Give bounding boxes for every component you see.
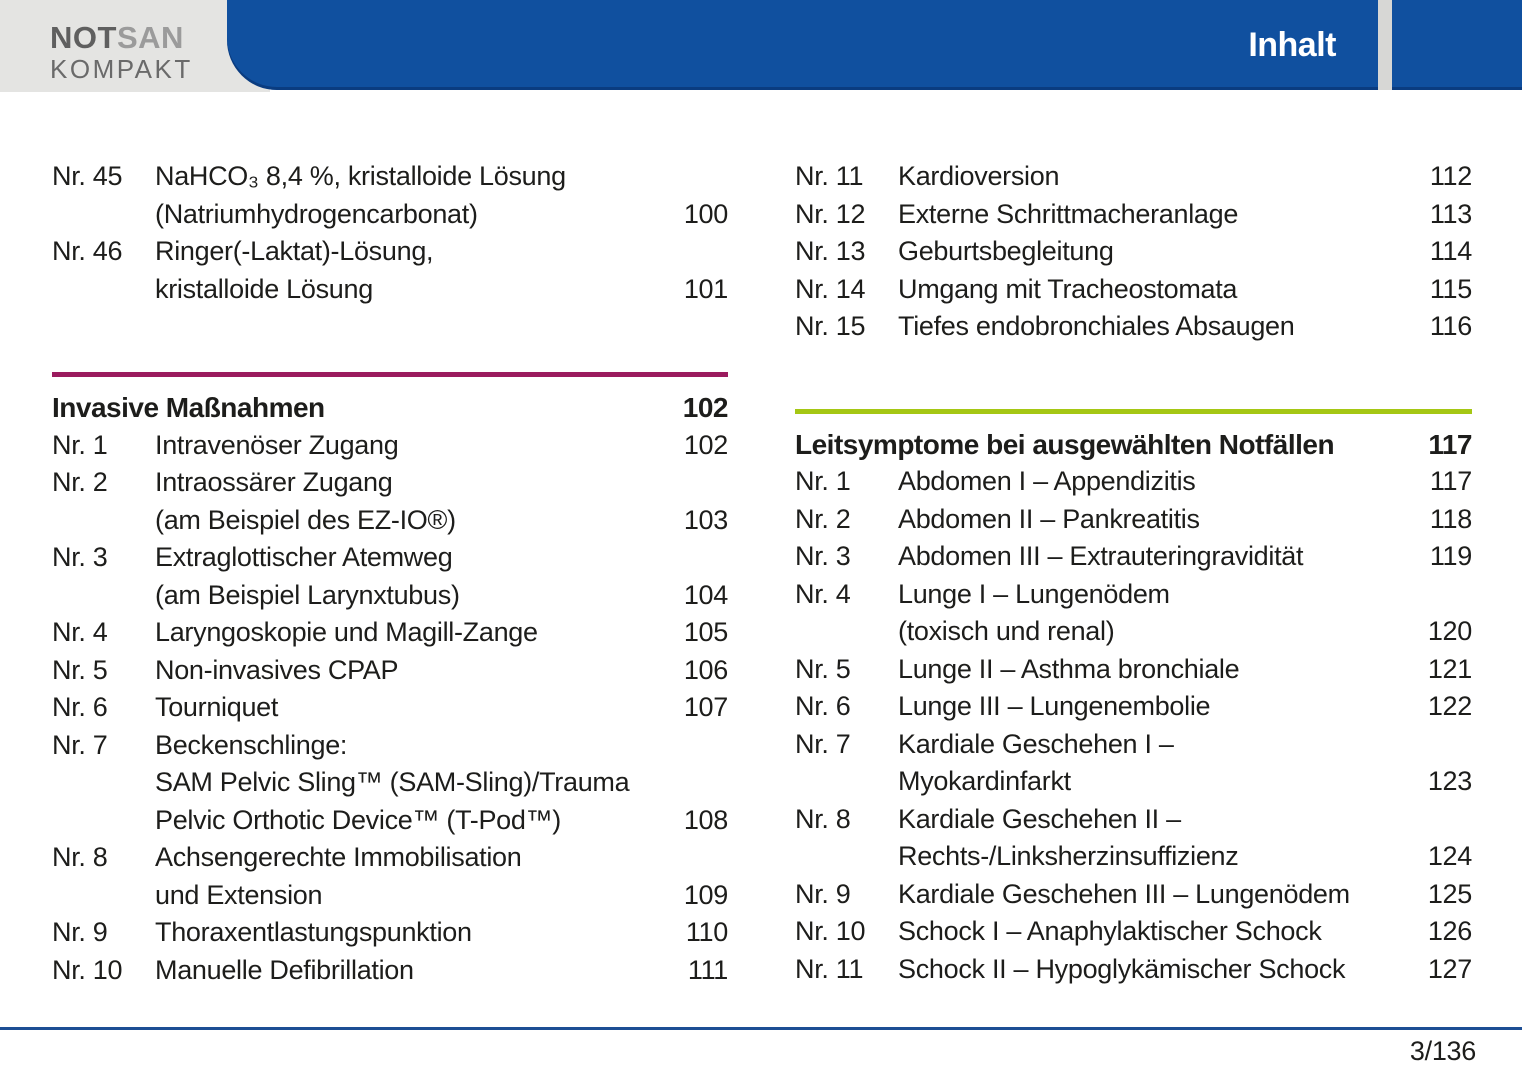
entry-page-number: 127: [1427, 953, 1472, 984]
entry-line: Achsengerechte Immobilisation: [155, 842, 522, 872]
entry-title: [898, 688, 1402, 726]
entry-line: kristalloide Lösung: [155, 273, 373, 304]
entry-page-number: 123: [1427, 766, 1472, 796]
entry-title: [898, 576, 1402, 651]
toc-entry: [795, 801, 1472, 876]
entry-line: und Extension: [155, 879, 323, 910]
entry-title: [155, 952, 658, 990]
brand-logo-line1: [50, 22, 193, 53]
entry-line: (Natriumhydrogencarbonat): [155, 198, 478, 229]
section-page-number: 117: [1428, 428, 1472, 460]
toc-entry: [52, 952, 728, 990]
entry-title: [898, 463, 1402, 501]
entry-number: Nr. 1: [795, 466, 851, 496]
entry-page-number: 107: [683, 692, 728, 722]
entry-number: Nr. 3: [52, 542, 108, 572]
entry-number: Nr. 3: [795, 541, 851, 571]
toc-entry: [795, 576, 1472, 651]
page-indicator: 3/136: [1409, 1036, 1476, 1066]
entry-page-number: 101: [683, 273, 728, 304]
section-title: Leitsymptome bei ausgewählten Notfällen: [795, 428, 1335, 460]
toc-entry: [795, 951, 1472, 989]
entry-title: [155, 233, 658, 308]
entry-line: Kardiale Geschehen I –: [898, 728, 1174, 759]
toc-entry: [795, 876, 1472, 914]
entry-line: Kardiale Geschehen II –: [898, 803, 1181, 834]
toc-entry: [795, 463, 1472, 501]
entry-line: Tourniquet: [155, 692, 279, 722]
entry-number: Nr. 7: [52, 729, 108, 760]
entry-title: [898, 538, 1402, 576]
entry-title: [898, 233, 1402, 271]
entry-page-number: 113: [1429, 198, 1472, 229]
toc-entry: [52, 914, 728, 952]
brand-logo-san: SAN: [116, 20, 184, 55]
brand-logo: [50, 22, 193, 82]
entry-line: Kardiale Geschehen III – Lungenödem: [898, 878, 1350, 909]
brand-logo-not: NOT: [50, 20, 117, 55]
entry-line: Abdomen III – Extrauteringravidität: [898, 541, 1304, 571]
entry-page-number: 115: [1429, 273, 1472, 304]
entry-title: [898, 158, 1402, 196]
entry-number: Nr. 45: [52, 161, 123, 191]
section-heading: [52, 389, 728, 427]
entry-page-number: 119: [1429, 541, 1472, 571]
entry-line: Myokardinfarkt: [898, 766, 1071, 796]
toc-entry: [795, 726, 1472, 801]
toc-entry: [52, 689, 728, 727]
toc-content: [52, 158, 1472, 989]
toc-entry: [52, 539, 728, 614]
entry-number: Nr. 1: [52, 429, 108, 460]
toc-entry: [795, 196, 1472, 234]
toc-entry: [795, 308, 1472, 346]
entry-line: Pelvic Orthotic Device™ (T-Pod™): [155, 804, 561, 835]
section-title: Invasive Maßnahmen: [52, 392, 325, 423]
entry-line: Extraglottischer Atemweg: [155, 542, 453, 572]
entry-line: Abdomen I – Appendizitis: [898, 466, 1196, 496]
entry-title: [898, 196, 1402, 234]
entry-page-number: 109: [683, 879, 728, 910]
entry-number: Nr. 12: [795, 198, 866, 229]
toc-entry: [795, 913, 1472, 951]
entry-title: [155, 158, 658, 233]
entry-line: Thoraxentlastungspunktion: [155, 917, 472, 947]
section-page-number: 102: [682, 392, 728, 423]
entry-page-number: 118: [1429, 503, 1472, 534]
toc-section-leitsymptome: [795, 409, 1472, 989]
toc-entry: [52, 427, 728, 465]
entry-number: Nr. 2: [52, 467, 108, 497]
entry-page-number: 122: [1427, 691, 1472, 721]
entry-number: Nr. 11: [795, 953, 864, 984]
entry-title: [898, 951, 1402, 989]
entry-title: [155, 427, 658, 465]
section-heading: [795, 426, 1472, 464]
entry-page-number: 102: [683, 429, 728, 460]
entry-title: [898, 913, 1402, 951]
entry-page-number: 112: [1429, 161, 1472, 191]
entry-line: Non-invasives CPAP: [155, 654, 399, 685]
header-title: Inhalt: [1248, 25, 1336, 64]
footer-rule: [0, 1027, 1522, 1030]
entry-title: [155, 464, 658, 539]
toc-entry: [52, 652, 728, 690]
entry-line: Schock I – Anaphylaktischer Schock: [898, 916, 1322, 946]
entry-page-number: 104: [683, 579, 728, 610]
entry-title: [155, 652, 658, 690]
toc-list-left-section: [52, 427, 728, 990]
toc-entry: [52, 158, 728, 233]
entry-page-number: 126: [1427, 916, 1472, 946]
entry-number: Nr. 8: [52, 842, 108, 872]
entry-title: [898, 801, 1402, 876]
entry-line: (am Beispiel Larynxtubus): [155, 579, 460, 610]
toc-entry: [795, 271, 1472, 309]
toc-section-invasive-massnahmen: [52, 372, 728, 989]
entry-title: [898, 308, 1402, 346]
entry-line: Intravenöser Zugang: [155, 429, 399, 460]
entry-page-number: 121: [1427, 653, 1472, 684]
entry-number: Nr. 10: [795, 916, 866, 946]
toc-entry: [795, 501, 1472, 539]
header-blue-bar: [227, 0, 1378, 90]
entry-title: [155, 914, 658, 952]
entry-page-number: 103: [683, 504, 728, 535]
entry-number: Nr. 6: [52, 692, 108, 722]
entry-number: Nr. 14: [795, 273, 866, 304]
entry-number: Nr. 13: [795, 236, 866, 266]
entry-number: Nr. 46: [52, 236, 123, 266]
toc-entry: [52, 233, 728, 308]
entry-title: [155, 689, 658, 727]
toc-entry: [52, 614, 728, 652]
entry-line: Externe Schrittmacheranlage: [898, 198, 1239, 229]
entry-line: Beckenschlinge:: [155, 729, 348, 760]
entry-title: [155, 539, 658, 614]
entry-title: [898, 501, 1402, 539]
entry-page-number: 124: [1427, 841, 1472, 871]
entry-number: Nr. 7: [795, 728, 851, 759]
toc-list-left-carryover: [52, 158, 728, 308]
section-divider-magenta: [52, 372, 728, 377]
toc-entry: [795, 538, 1472, 576]
entry-page-number: 116: [1429, 311, 1472, 341]
entry-page-number: 114: [1429, 236, 1472, 266]
toc-entry: [52, 727, 728, 840]
entry-number: Nr. 10: [52, 954, 123, 985]
entry-page-number: 111: [687, 954, 728, 985]
entry-line: Lunge III – Lungenembolie: [898, 691, 1211, 721]
entry-line: (am Beispiel des EZ-IO®): [155, 504, 456, 535]
entry-page-number: 125: [1427, 878, 1472, 909]
toc-list-right-section: [795, 463, 1472, 988]
entry-title: [155, 727, 658, 840]
entry-title: [898, 271, 1402, 309]
entry-number: Nr. 11: [795, 161, 864, 191]
entry-number: Nr. 9: [52, 917, 108, 947]
entry-line: Intraossärer Zugang: [155, 467, 393, 497]
entry-line: NaHCO₃ 8,4 %, kristalloide Lösung: [155, 161, 566, 191]
entry-line: Abdomen II – Pankreatitis: [898, 503, 1200, 534]
entry-line: Umgang mit Tracheostomata: [898, 273, 1238, 304]
entry-page-number: 106: [683, 654, 728, 685]
entry-number: Nr. 5: [795, 653, 851, 684]
entry-number: Nr. 9: [795, 878, 851, 909]
toc-entry: [795, 233, 1472, 271]
entry-number: Nr. 8: [795, 803, 851, 834]
entry-page-number: 120: [1427, 616, 1472, 646]
entry-line: Lunge II – Asthma bronchiale: [898, 653, 1240, 684]
entry-title: [898, 651, 1402, 689]
brand-logo-line2: KOMPAKT: [50, 54, 193, 84]
entry-line: Geburtsbegleitung: [898, 236, 1114, 266]
entry-line: Manuelle Defibrillation: [155, 954, 414, 985]
entry-number: Nr. 2: [795, 503, 851, 534]
section-divider-green: [795, 409, 1472, 414]
entry-number: Nr. 15: [795, 311, 866, 341]
entry-line: SAM Pelvic Sling™ (SAM-Sling)/Trauma: [155, 767, 630, 797]
header-blue-corner: [1392, 0, 1522, 90]
toc-entry: [795, 158, 1472, 196]
toc-entry: [52, 464, 728, 539]
entry-number: Nr. 4: [795, 578, 851, 609]
header-gap-strip: [1378, 0, 1392, 90]
entry-title: [155, 839, 658, 914]
entry-line: Laryngoskopie und Magill-Zange: [155, 617, 538, 647]
toc-column-left: [52, 158, 728, 989]
entry-page-number: 100: [683, 198, 728, 229]
toc-column-right: [795, 158, 1472, 989]
entry-number: Nr. 6: [795, 691, 851, 721]
entry-page-number: 108: [683, 804, 728, 835]
entry-line: Schock II – Hypoglykämischer Schock: [898, 953, 1346, 984]
entry-page-number: 110: [685, 917, 728, 947]
toc-entry: [795, 688, 1472, 726]
entry-line: Tiefes endobronchiales Absaugen: [898, 311, 1295, 341]
entry-line: Kardioversion: [898, 161, 1060, 191]
entry-number: Nr. 4: [52, 617, 108, 647]
toc-list-right-carryover: [795, 158, 1472, 346]
entry-title: [898, 876, 1402, 914]
entry-page-number: 117: [1429, 466, 1472, 496]
entry-line: Ringer(-Laktat)-Lösung,: [155, 236, 434, 266]
entry-title: [155, 614, 658, 652]
entry-line: Rechts-/Linksherzinsuffizienz: [898, 841, 1239, 871]
entry-number: Nr. 5: [52, 654, 108, 685]
page-header: [0, 0, 1522, 92]
entry-page-number: 105: [683, 617, 728, 647]
toc-entry: [52, 839, 728, 914]
entry-line: Lunge I – Lungenödem: [898, 578, 1170, 609]
toc-entry: [795, 651, 1472, 689]
entry-title: [898, 726, 1402, 801]
entry-line: (toxisch und renal): [898, 616, 1115, 646]
